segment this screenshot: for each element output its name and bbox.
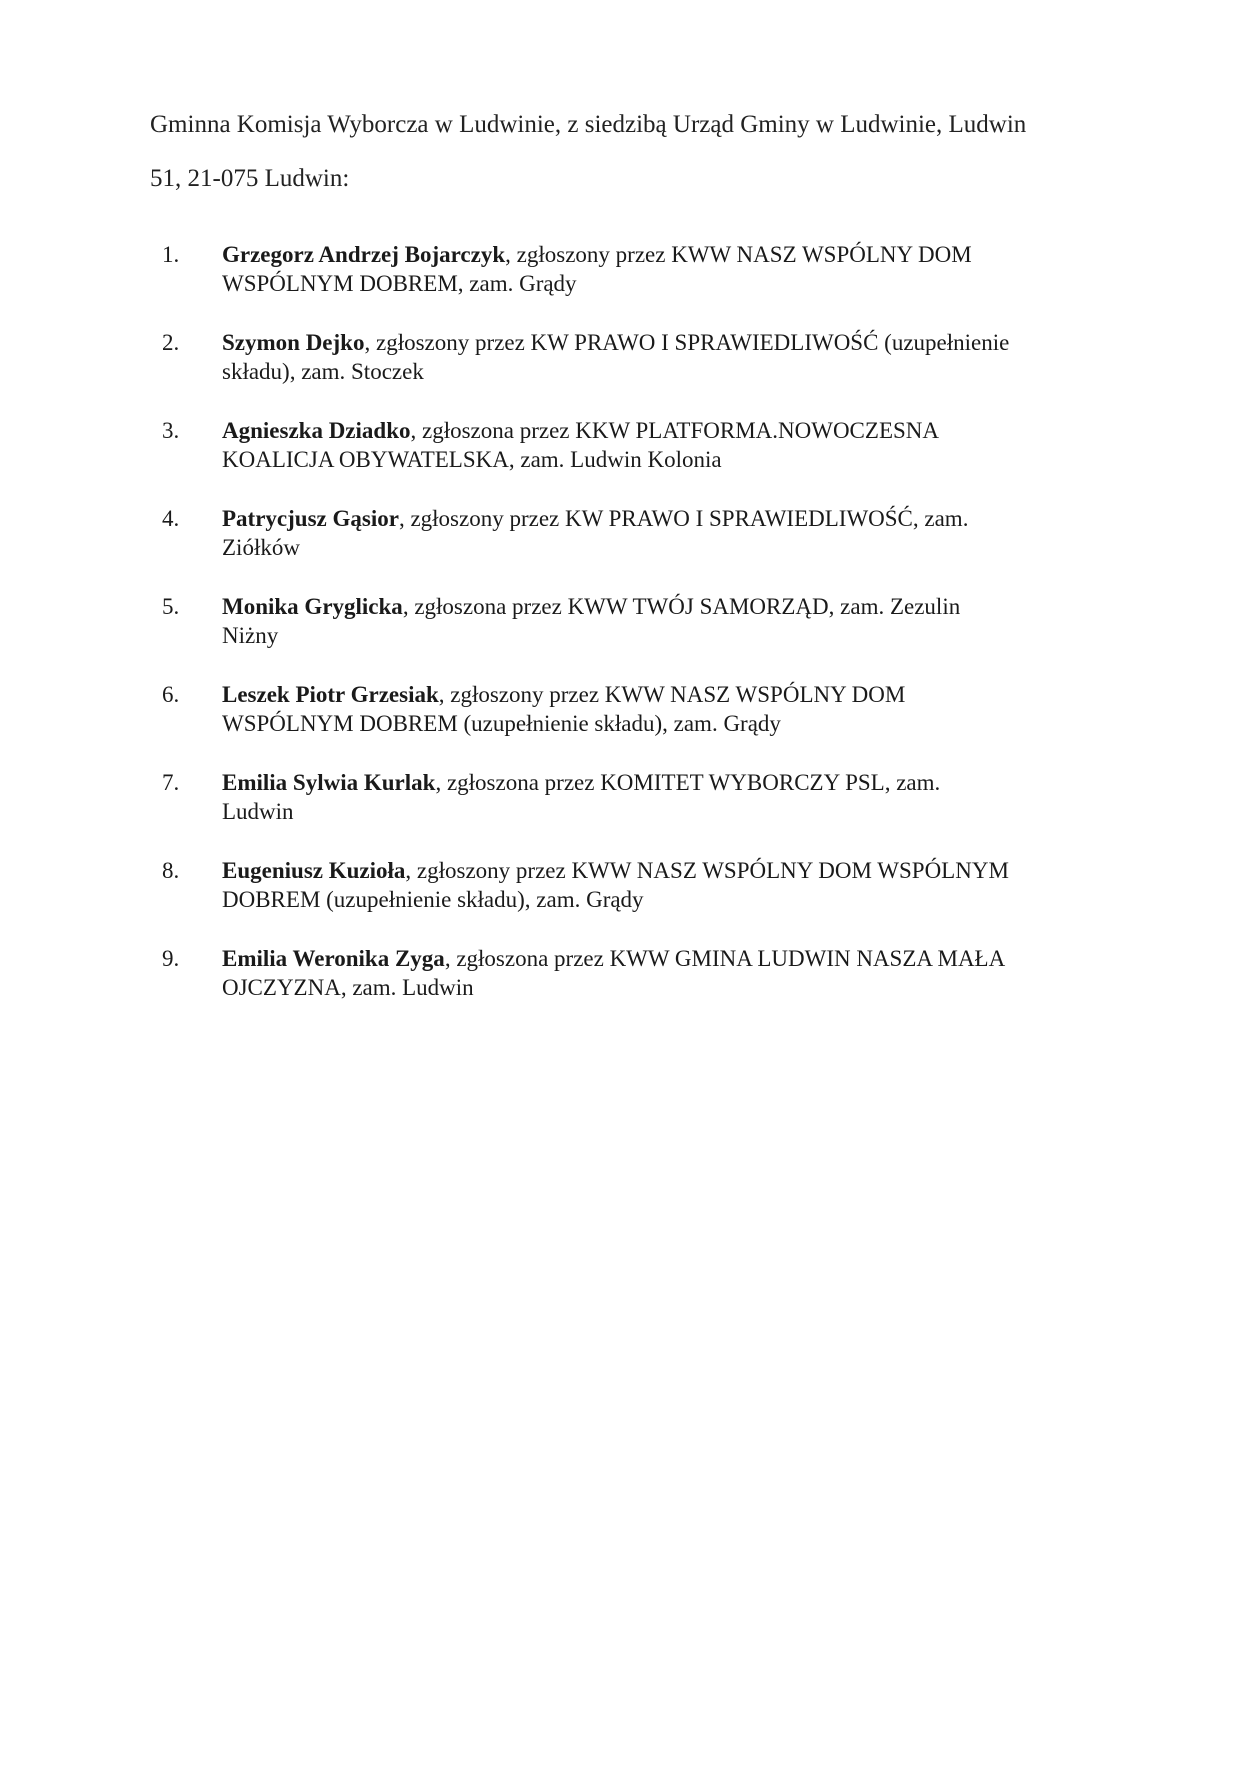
- list-item: [150, 592, 1110, 680]
- member-details-cont: Niżny: [222, 623, 279, 648]
- item-text: [222, 856, 1102, 914]
- member-name: Monika Gryglicka: [222, 594, 403, 619]
- item-number: 9.: [162, 946, 180, 971]
- item-number: 8.: [162, 858, 180, 883]
- member-details: , zgłoszony przez KWW NASZ WSPÓLNY DOM: [505, 242, 972, 267]
- member-details-cont: WSPÓLNYM DOBREM (uzupełnienie składu), zam. Grądy: [222, 711, 781, 736]
- header-line-1: Gminna Komisja Wyborcza w Ludwinie, z siedzibą Urząd Gminy w Ludwinie, Ludwin: [150, 111, 1027, 138]
- commission-header: [150, 98, 1130, 206]
- item-number: 2.: [162, 330, 180, 355]
- member-name: Emilia Weronika Zyga: [222, 946, 445, 971]
- member-name: Grzegorz Andrzej Bojarczyk: [222, 242, 506, 267]
- item-number: 4.: [162, 506, 180, 531]
- member-name: Eugeniusz Kuzioła: [222, 858, 406, 883]
- member-details-cont: Ludwin: [222, 799, 294, 824]
- member-details-cont: OJCZYZNA, zam. Ludwin: [222, 975, 474, 1000]
- list-item: [150, 768, 1110, 856]
- list-item: [150, 856, 1110, 944]
- item-number: 3.: [162, 418, 180, 443]
- item-text: [222, 680, 1102, 738]
- item-text: [222, 416, 1102, 474]
- list-item: [150, 504, 1110, 592]
- item-number: 5.: [162, 594, 180, 619]
- member-name: Leszek Piotr Grzesiak: [222, 682, 439, 707]
- item-text: [222, 240, 1102, 298]
- member-details: , zgłoszony przez KW PRAWO I SPRAWIEDLIWOŚĆ (uzupełnienie: [364, 330, 1010, 355]
- list-item: [150, 680, 1110, 768]
- list-item: [150, 240, 1110, 328]
- header-line-2: 51, 21-075 Ludwin:: [150, 165, 350, 192]
- list-item: [150, 416, 1110, 504]
- member-details-cont: WSPÓLNYM DOBREM, zam. Grądy: [222, 271, 577, 296]
- member-details: , zgłoszony przez KWW NASZ WSPÓLNY DOM WSPÓLNYM: [405, 858, 1009, 883]
- member-details-cont: KOALICJA OBYWATELSKA, zam. Ludwin Kolonia: [222, 447, 722, 472]
- member-details: , zgłoszony przez KW PRAWO I SPRAWIEDLIWOŚĆ, zam.: [398, 506, 969, 531]
- member-name: Emilia Sylwia Kurlak: [222, 770, 436, 795]
- member-name: Agnieszka Dziadko: [222, 418, 411, 443]
- member-details: , zgłoszona przez KWW TWÓJ SAMORZĄD, zam. Zezulin: [402, 594, 961, 619]
- members-list: [150, 240, 1110, 1032]
- item-text: [222, 944, 1102, 1002]
- item-number: 7.: [162, 770, 180, 795]
- item-text: [222, 328, 1102, 386]
- item-number: 6.: [162, 682, 180, 707]
- member-details-cont: DOBREM (uzupełnienie składu), zam. Grądy: [222, 887, 644, 912]
- member-details: , zgłoszona przez KOMITET WYBORCZY PSL, zam.: [435, 770, 941, 795]
- member-details: , zgłoszona przez KWW GMINA LUDWIN NASZA MAŁA: [444, 946, 1006, 971]
- member-details-cont: składu), zam. Stoczek: [222, 359, 424, 384]
- member-name: Szymon Dejko: [222, 330, 365, 355]
- list-item: [150, 944, 1110, 1032]
- item-number: 1.: [162, 242, 180, 267]
- item-text: [222, 768, 1102, 826]
- member-details: , zgłoszona przez KKW PLATFORMA.NOWOCZESNA: [410, 418, 940, 443]
- item-text: [222, 592, 1102, 650]
- list-item: [150, 328, 1110, 416]
- member-details-cont: Ziółków: [222, 535, 300, 560]
- member-details: , zgłoszony przez KWW NASZ WSPÓLNY DOM: [438, 682, 906, 707]
- item-text: [222, 504, 1102, 562]
- member-name: Patrycjusz Gąsior: [222, 506, 399, 531]
